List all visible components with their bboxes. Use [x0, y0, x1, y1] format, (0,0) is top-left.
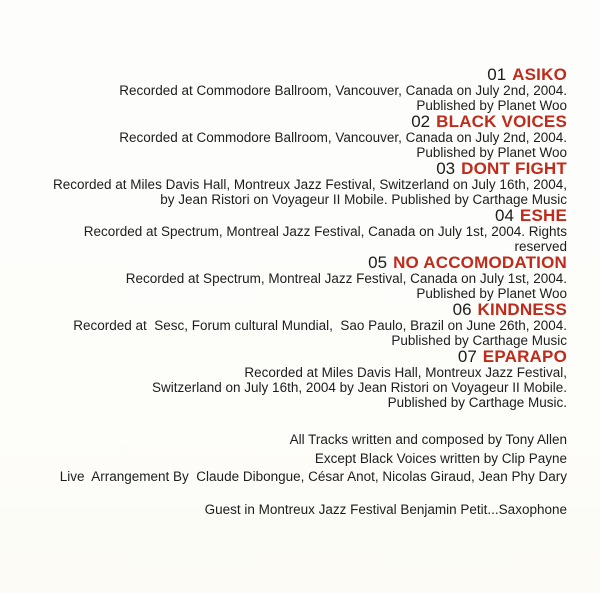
track-item	[28, 206, 571, 254]
track-detail-line: Recorded at Miles Davis Hall, Montreux Jazz Festival, Switzerland on July 16th, 2004,	[53, 177, 567, 192]
track-item	[28, 160, 567, 207]
track-number: 02	[411, 112, 431, 131]
track-detail-line: Recorded at Commodore Ballroom, Vancouver, Canada on July 2nd, 2004.	[119, 83, 567, 98]
track-detail-line: by Jean Ristori on Voyageur II Mobile. Published by Carthage Music	[160, 192, 567, 207]
track-title	[28, 160, 567, 177]
credits-block	[28, 431, 567, 517]
track-name: ASIKO	[512, 65, 567, 84]
track-name: NO ACCOMODATION	[393, 253, 567, 272]
track-detail-line: Published by Planet Woo	[416, 286, 567, 301]
track-detail-line: Switzerland on July 16th, 2004 by Jean Ristori on Voyageur II Mobile.	[152, 380, 567, 395]
track-number: 06	[452, 300, 472, 319]
track-title	[28, 207, 567, 224]
track-detail-line: Recorded at Miles Davis Hall, Montreux Jazz Festival,	[244, 365, 567, 380]
credits-line: Except Black Voices written by Clip Payne	[314, 450, 567, 466]
track-title	[28, 301, 567, 318]
track-title	[28, 66, 567, 83]
track-detail-line: Published by Carthage Music	[391, 333, 567, 348]
track-title	[28, 254, 567, 271]
track-detail-line: Recorded at Spectrum, Montreal Jazz Festival, Canada on July 1st, 2004.	[125, 271, 567, 286]
track-name: DONT FIGHT	[461, 159, 567, 178]
track-name: EPARAPO	[482, 347, 567, 366]
track-item	[28, 254, 567, 301]
track-detail-line: Published by Planet Woo	[416, 98, 567, 113]
credits-line: All Tracks written and composed by Tony Allen	[289, 432, 567, 447]
track-number: 07	[457, 347, 477, 366]
track-number: 05	[368, 253, 388, 272]
track-name: BLACK VOICES	[436, 112, 567, 131]
track-number: 01	[487, 65, 507, 84]
track-detail-line: Recorded at Commodore Ballroom, Vancouver, Canada on July 2nd, 2004.	[119, 130, 567, 145]
credits-content	[28, 65, 571, 517]
track-number: 03	[436, 159, 456, 178]
track-item	[28, 348, 567, 410]
track-number: 04	[494, 206, 514, 225]
track-detail-line: Published by Carthage Music.	[387, 395, 567, 410]
track-title	[28, 113, 567, 130]
track-detail-line: Recorded at Sesc, Forum cultural Mundial, Sao Paulo, Brazil on June 26th, 2004.	[73, 318, 567, 333]
track-detail-line: Recorded at Spectrum, Montreal Jazz Festival, Canada on July 1st, 2004. Rights reserved	[83, 224, 571, 254]
track-name: ESHE	[519, 206, 567, 225]
credits-line: Live Arrangement By Claude Dibongue, César Anot, Nicolas Giraud, Jean Phy Dary	[59, 469, 567, 484]
track-item	[28, 301, 567, 348]
track-item	[28, 66, 567, 113]
track-list	[28, 65, 571, 410]
track-title	[28, 348, 567, 365]
track-detail-line: Published by Planet Woo	[416, 145, 567, 160]
track-name: KINDNESS	[477, 300, 567, 319]
guest-credit-line: Guest in Montreux Jazz Festival Benjamin Petit...Saxophone	[204, 501, 567, 517]
track-item	[28, 113, 567, 160]
